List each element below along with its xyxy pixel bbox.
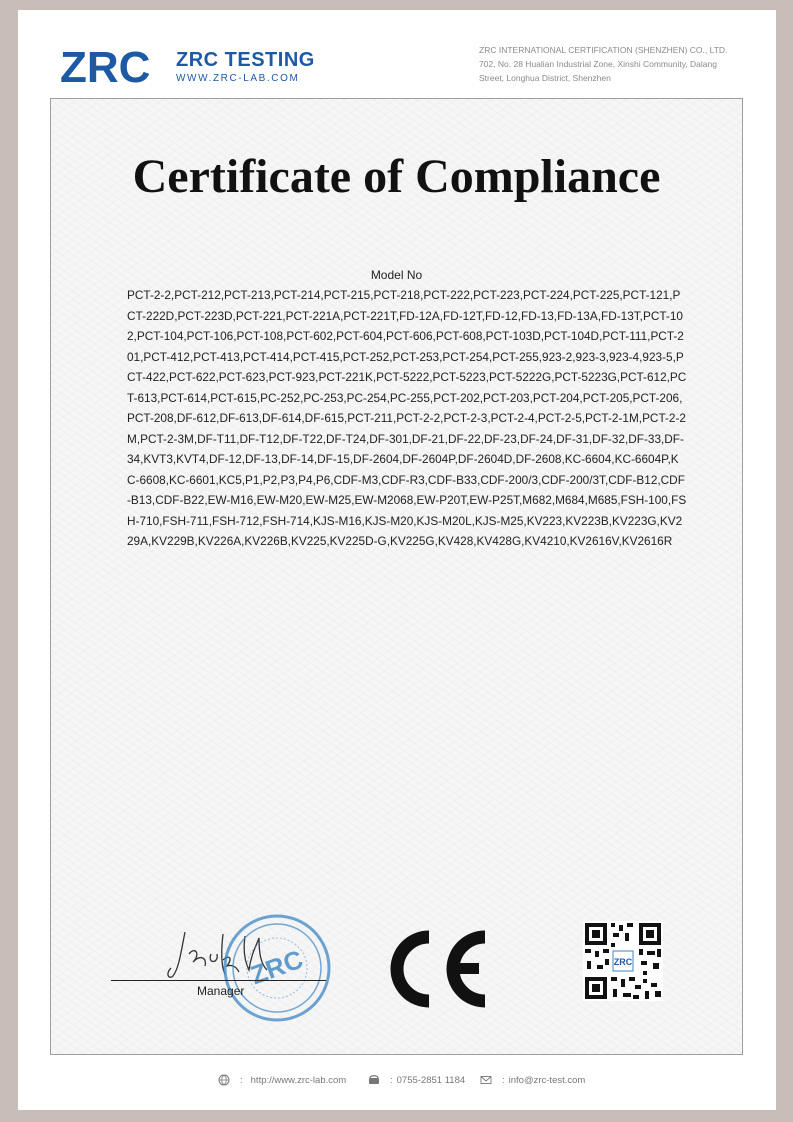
company-seal: [221, 912, 333, 1024]
company-address-line1: 702, No. 28 Hualian Industrial Zone, Xinshi Community, Dalang: [479, 59, 717, 69]
phone-number: 0755-2851 1184: [396, 1074, 466, 1086]
email-icon: [480, 1074, 492, 1086]
certificate-body: [50, 98, 743, 1055]
brand-name: ZRC TESTING: [176, 48, 315, 71]
signature-block: [111, 924, 341, 1024]
footer-website: [218, 1074, 346, 1086]
seal-text: ZRC: [246, 943, 307, 991]
company-address-line2: Street, Longhua District, Shenzhen: [479, 73, 611, 83]
website-link[interactable]: http://www.zrc-lab.com: [250, 1074, 347, 1086]
email-link[interactable]: info@zrc-test.com: [508, 1074, 586, 1086]
model-number-label: Model No: [370, 268, 423, 282]
email-prefix: :: [502, 1074, 505, 1086]
ce-mark-icon: [387, 929, 497, 1009]
model-number-list: PCT-2-2,PCT-212,PCT-213,PCT-214,PCT-215,PCT-218,PCT-222,PCT-223,PCT-224,PCT-225,PCT-121,PCT-222D,PCT-223D,PCT-221,PCT-221A,PCT-221T,FD-12A,FD-12T,FD-12,FD-13,FD-13A,FD-13T,PCT-102,PCT-104,PCT-106,PCT-108,PCT-602,PCT-604,PCT-606,PCT-608,PCT-103D,PCT-104D,PCT-111,PCT-201,PCT-412,PCT-413,PCT-414,PCT-415,PCT-252,PCT-253,PCT-254,PCT-255,923-2,923-3,923-4,923-5,PCT-422,PCT-622,PCT-623,PCT-923,PCT-221K,PCT-5222,PCT-5223,PCT-5222G,PCT-5223G,PCT-612,PCT-613,PCT-614,PCT-615,PC-252,PC-253,PC-254,PC-255,PCT-202,PCT-203,PCT-204,PCT-205,PCT-206,PCT-208,DF-612,DF-613,DF-614,DF-615,PCT-211,PCT-2-2,PCT-2-3,PCT-2-4,PCT-2-5,PCT-2-1M,PCT-2-2M,PCT-2-3M,DF-T11,DF-T12,DF-T22,DF-T24,DF-301,DF-21,DF-22,DF-23,DF-24,DF-31,DF-32,DF-33,DF-34,KVT3,KVT4,DF-12,DF-13,DF-14,DF-15,DF-2604,DF-2604P,DF-2604D,DF-2608,KC-6604,KC-6604P,KC-6608,KC-6601,KC5,P1,P2,P3,P4,P6,CDF-M3,CDF-R3,CDF-B33,CDF-200/3,CDF-200/3T,CDF-B12,CDF-B13,CDF-B22,EW-M16,EW-M20,EW-M25,EW-M2068,EW-P20T,EW-P25T,M682,M684,M685,FSH-100,FSH-710,FSH-711,FSH-712,FSH-714,KJS-M16,KJS-M20,KJS-M20L,KJS-M25,KV223,KV223B,KV223G,KV229A,KV229B,KV226A,KV226B,KV225,KV225D-G,KV225G,KV428,KV428G,KV4210,KV2616V,KV2616R: [127, 288, 687, 548]
footer-phone: [368, 1074, 465, 1086]
logo-letters: ZRC: [60, 43, 151, 92]
company-info: [479, 43, 759, 85]
signature-line: [111, 980, 326, 981]
qr-center-logo: ZRC: [613, 957, 633, 967]
company-name: ZRC INTERNATIONAL CERTIFICATION (SHENZHEN) CO., LTD.: [479, 45, 728, 55]
brand-url: WWW.ZRC-LAB.COM: [176, 72, 300, 84]
qr-code-icon[interactable]: [583, 921, 663, 1001]
phone-prefix: :: [390, 1074, 393, 1086]
manager-label: Manager: [197, 984, 245, 998]
zrc-logo-icon: [58, 38, 168, 94]
globe-icon: [218, 1074, 230, 1086]
footer-email: [480, 1074, 585, 1086]
certificate-page: [18, 10, 776, 1110]
certificate-title: Certificate of Compliance: [132, 150, 661, 203]
zrc-logo: [58, 38, 315, 94]
phone-icon: [368, 1074, 380, 1086]
website-prefix: :: [240, 1074, 243, 1086]
